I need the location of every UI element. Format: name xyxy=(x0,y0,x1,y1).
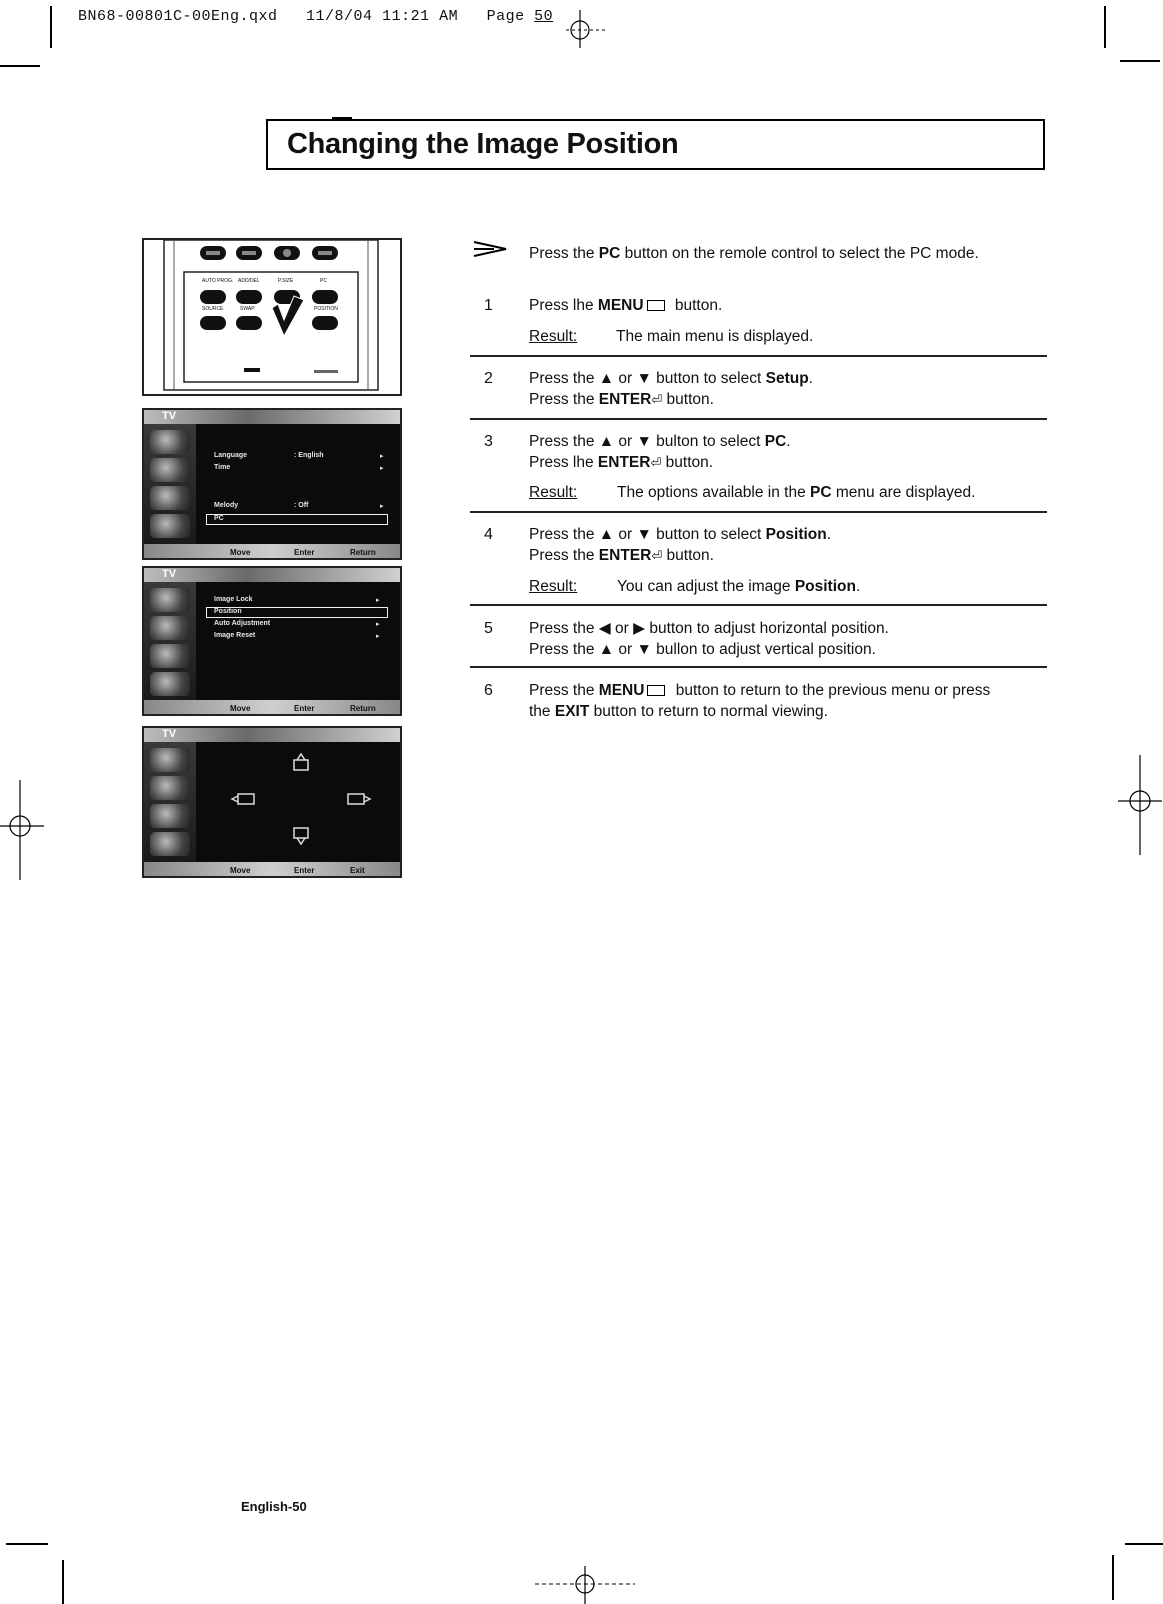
osd2-item-position: Position xyxy=(214,608,242,615)
enter-button-icon: ⏎ xyxy=(651,548,663,563)
step-5-number: 5 xyxy=(484,620,493,637)
osd1-highlight xyxy=(206,514,388,525)
osd1-item-pc: PC xyxy=(214,515,224,522)
osd3-channel-icon xyxy=(150,832,190,856)
remote-label-position: POSITION xyxy=(314,306,338,312)
menu-button-icon xyxy=(647,300,665,311)
osd1-footer-return: Return xyxy=(350,548,376,557)
divider xyxy=(470,418,1047,420)
step-1-line-1: Press lhe MENU button. xyxy=(529,297,723,314)
step-5-line-2: Press the ▲ or ▼ bullon to adjust vertical position. xyxy=(529,641,876,658)
crop-mark-bottom-right-v xyxy=(1112,1555,1114,1600)
osd3-input-icon xyxy=(150,748,190,772)
step-2-number: 2 xyxy=(484,370,493,387)
osd2-channel-icon xyxy=(150,672,190,696)
step-3-result-label: Result: xyxy=(529,484,578,501)
page-title: Changing the Image Position xyxy=(287,128,679,160)
print-slug xyxy=(78,8,553,25)
step-1-result: The main menu is displayed. xyxy=(616,328,814,345)
osd2-input-icon xyxy=(150,588,190,612)
osd-channel-icon xyxy=(150,514,190,538)
step-1-number: 1 xyxy=(484,297,493,314)
step-3-line-2: Press lhe ENTER⏎ button. xyxy=(529,454,714,471)
crop-mark-top-right-v xyxy=(1104,6,1106,48)
remote-label-auto-prog: AUTO PROG. xyxy=(202,278,234,284)
osd1-footer-enter: Enter xyxy=(294,548,315,557)
registration-mark-left xyxy=(0,780,44,880)
menu-button-icon xyxy=(647,685,665,696)
slug-page-number: 50 xyxy=(534,8,554,25)
osd2-item-image-lock: Image Lock xyxy=(214,596,253,603)
enter-button-icon: ⏎ xyxy=(650,455,662,470)
osd1-item-melody: Melody xyxy=(214,502,239,509)
osd3-sound-icon xyxy=(150,804,190,828)
page-footer: English-50 xyxy=(241,1499,307,1514)
step-3-result: The options available in the PC menu are displayed. xyxy=(617,484,976,501)
remote-label-p-size: P.SIZE xyxy=(278,278,294,284)
step-6-number: 6 xyxy=(484,682,493,699)
osd3-picture-icon xyxy=(150,776,190,800)
divider xyxy=(470,666,1047,668)
osd3-footer-move: Move xyxy=(230,866,251,875)
crop-mark-top-left-v xyxy=(50,6,52,48)
remote-drawing xyxy=(144,240,400,394)
slug-file: BN68-00801C-00Eng.qxd xyxy=(78,8,278,25)
remote-label-source: SOURCE xyxy=(202,306,224,312)
registration-mark-top xyxy=(566,8,606,48)
osd2-footer-return: Return xyxy=(350,704,376,713)
divider xyxy=(470,511,1047,513)
osd1-footer-move: Move xyxy=(230,548,251,557)
step-6-line-1: Press the MENU button to return to the previous menu or press xyxy=(529,682,991,699)
step-4-result-label: Result: xyxy=(529,578,578,595)
step-1-result-label: Result: xyxy=(529,328,578,345)
note-arrow-icon xyxy=(472,240,508,258)
osd1-item-time: Time xyxy=(214,464,231,471)
osd3-footer-enter: Enter xyxy=(294,866,315,875)
intro-note: Press the PC button on the remole control to select the PC mode. xyxy=(529,245,979,262)
osd1-item-language: Language xyxy=(214,452,248,459)
osd-sound-icon xyxy=(150,486,190,510)
osd1-tv-tag: TV xyxy=(162,410,177,422)
osd-picture-icon xyxy=(150,458,190,482)
osd2-picture-icon xyxy=(150,616,190,640)
slug-page-label: Page xyxy=(486,8,525,25)
position-arrows-icon xyxy=(224,748,384,858)
step-6-line-2: the EXIT button to return to normal viewing. xyxy=(529,703,828,720)
step-3-line-1: Press the ▲ or ▼ bulton to select PC. xyxy=(529,433,791,450)
osd2-sound-icon xyxy=(150,644,190,668)
osd2-tv-tag: TV xyxy=(162,568,177,580)
crop-mark-top-right-h xyxy=(1120,60,1160,62)
osd-input-icon xyxy=(150,430,190,454)
step-3-number: 3 xyxy=(484,433,493,450)
step-4-line-2: Press the ENTER⏎ button. xyxy=(529,547,714,564)
osd2-item-image-reset: Image Reset xyxy=(214,632,256,639)
osd3-tv-tag: TV xyxy=(162,728,177,740)
osd-pc-menu: TV Image Lock ▸ Position Auto Adjustment ▸ Image Reset ▸ Move Enter Return xyxy=(142,566,402,716)
osd1-item-language-value: : English xyxy=(294,452,324,459)
crop-mark-bottom-left-v xyxy=(62,1560,64,1604)
remote-label-add-del: ADD/DEL xyxy=(238,278,260,284)
remote-control-illustration xyxy=(142,238,402,396)
remote-label-swap: SWAP xyxy=(240,306,255,312)
registration-mark-right xyxy=(1118,755,1162,855)
registration-mark-bottom xyxy=(535,1566,635,1604)
enter-button-icon: ⏎ xyxy=(651,392,663,407)
step-2-line-1: Press the ▲ or ▼ button to select Setup. xyxy=(529,370,813,387)
crop-mark-bottom-right-h xyxy=(1125,1543,1163,1545)
remote-label-pc: PC xyxy=(320,278,327,284)
osd-setup-menu: TV Language : English ▸ Time ▸ Melody : Off ▸ PC Move Enter Return xyxy=(142,408,402,560)
slug-date: 11/8/04 xyxy=(306,8,373,25)
osd2-item-auto-adjustment: Auto Adjustment xyxy=(214,620,271,627)
step-2-line-2: Press the ENTER⏎ button. xyxy=(529,391,714,408)
crop-mark-top-left-h xyxy=(0,65,40,67)
osd2-footer-enter: Enter xyxy=(294,704,315,713)
osd3-footer-exit: Exit xyxy=(350,866,365,875)
step-4-result: You can adjust the image Position. xyxy=(617,578,861,595)
crop-mark-bottom-left-h xyxy=(6,1543,48,1545)
step-4-line-1: Press the ▲ or ▼ button to select Position. xyxy=(529,526,832,543)
step-5-line-1: Press the ◀ or ▶ button to adjust horizontal position. xyxy=(529,620,889,637)
osd-position-screen xyxy=(142,726,402,878)
step-4-number: 4 xyxy=(484,526,493,543)
divider xyxy=(470,355,1047,357)
osd2-footer-move: Move xyxy=(230,704,251,713)
divider xyxy=(470,604,1047,606)
slug-time: 11:21 AM xyxy=(382,8,459,25)
osd1-item-melody-value: : Off xyxy=(294,502,309,509)
